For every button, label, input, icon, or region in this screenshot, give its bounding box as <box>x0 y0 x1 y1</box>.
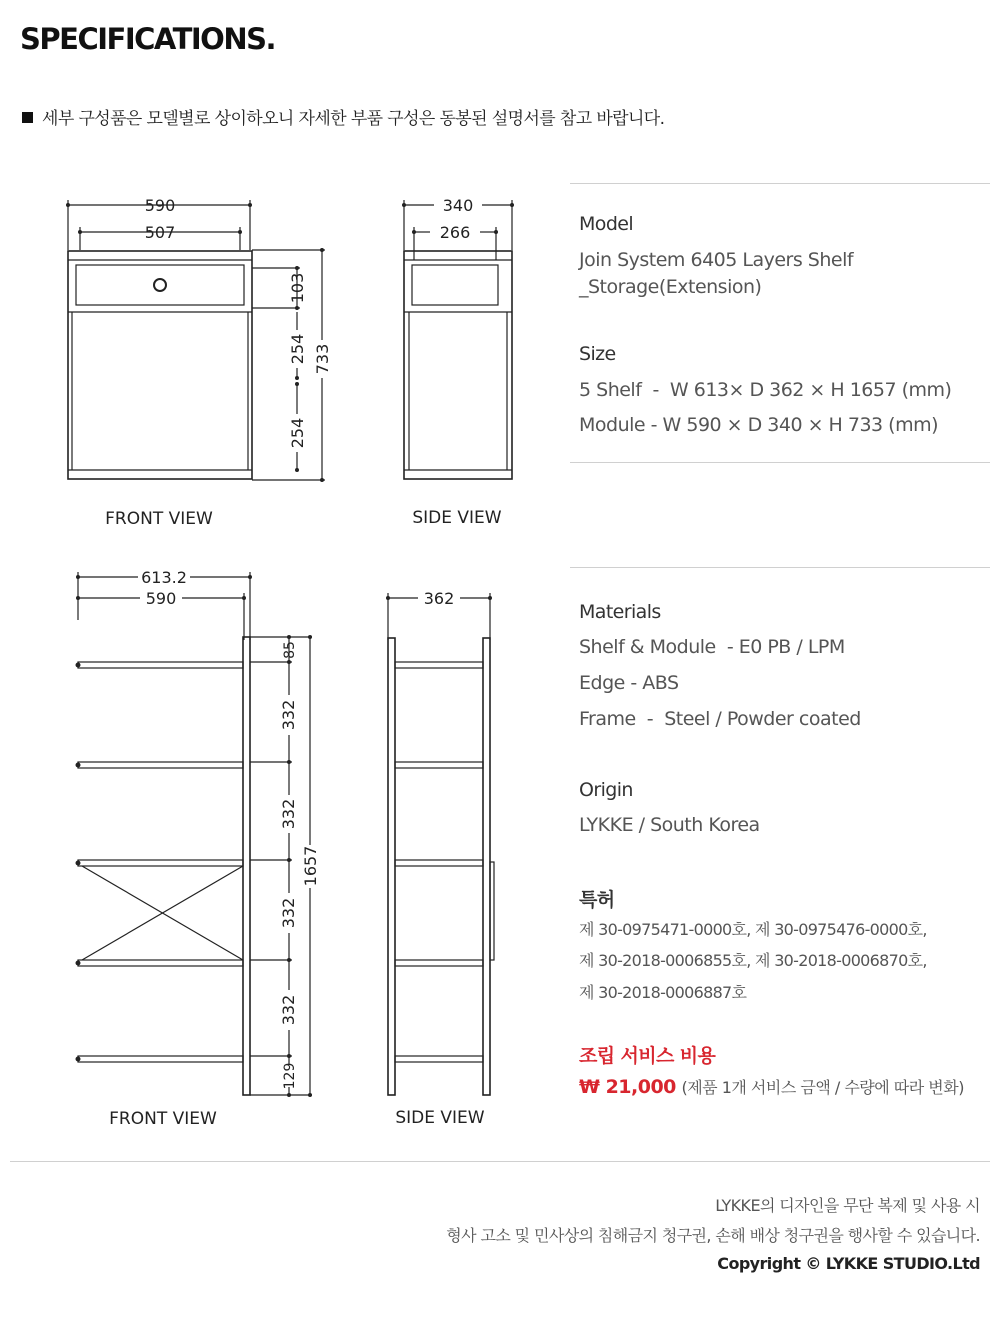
notice-label: 세부 구성품은 모델별로 상이하오니 자세한 부품 구성은 동봉된 설명서를 참고 바랍니다. <box>42 109 665 129</box>
dim-gap-3: 332 <box>279 897 298 929</box>
dim-shelf-width: 613.2 <box>141 568 187 587</box>
size-heading: Size <box>579 343 616 365</box>
service-price: ₩ 21,000 <box>579 1076 676 1098</box>
footer-divider <box>10 1161 990 1162</box>
dim-drawer-height: 103 <box>288 272 307 304</box>
size-line-2: Module - W 590 × D 340 × H 733 (mm) <box>579 414 939 436</box>
dim-shelf-depth: 362 <box>423 589 455 608</box>
materials-heading: Materials <box>579 601 661 623</box>
origin-line-1: LYKKE / South Korea <box>579 814 760 836</box>
dim-gap-4: 332 <box>279 994 298 1026</box>
footer-line-2: 형사 고소 및 민사상의 침해금지 청구권, 손해 배상 청구권을 행사할 수 있습니다. <box>446 1226 980 1245</box>
patent-line-3: 제 30-2018-0006887호 <box>579 983 747 1002</box>
materials-line-1: Shelf & Module - E0 PB / LPM <box>579 636 845 658</box>
technical-drawings <box>0 0 560 1150</box>
patent-heading: 특허 <box>579 889 615 911</box>
materials-line-2: Edge - ABS <box>579 672 679 694</box>
service-price-note: (제품 1개 서비스 금액 / 수량에 따라 변화) <box>681 1078 964 1097</box>
copyright: Copyright © LYKKE STUDIO.Ltd <box>717 1254 980 1273</box>
origin-heading: Origin <box>579 779 633 801</box>
footer-line-1: LYKKE의 디자인을 무단 복제 및 사용 시 <box>715 1196 980 1215</box>
front-view-label: FRONT VIEW <box>105 509 213 529</box>
front-view-label: FRONT VIEW <box>109 1109 217 1129</box>
divider <box>570 567 990 568</box>
service-heading: 조립 서비스 비용 <box>579 1045 716 1067</box>
side-view-label: SIDE VIEW <box>395 1108 485 1128</box>
side-view-label: SIDE VIEW <box>412 508 502 528</box>
dim-bottom-gap: 129 <box>282 1062 298 1090</box>
dim-module-inner-depth: 266 <box>439 223 471 242</box>
patent-line-1: 제 30-0975471-0000호, 제 30-0975476-0000호, <box>579 920 927 939</box>
divider <box>570 462 990 463</box>
shelf-front-drawing <box>78 572 312 1095</box>
dim-module-depth: 340 <box>442 196 474 215</box>
dim-shelf-height: 1657 <box>301 845 320 887</box>
dim-section-1: 254 <box>288 333 307 365</box>
service-price-row <box>579 1075 964 1098</box>
dim-shelf-inner-width: 590 <box>145 589 177 608</box>
dim-gap-2: 332 <box>279 798 298 830</box>
dim-gap-1: 332 <box>279 699 298 731</box>
dim-module-inner-width: 507 <box>144 223 176 242</box>
page-title: SPECIFICATIONS. <box>20 22 275 56</box>
shelf-side-drawing <box>388 593 494 1095</box>
dim-top-gap: 85 <box>282 641 298 659</box>
patent-line-2: 제 30-2018-0006855호, 제 30-2018-0006870호, <box>579 951 927 970</box>
dim-module-width: 590 <box>144 196 176 215</box>
dim-section-2: 254 <box>288 417 307 449</box>
model-line-1: Join System 6405 Layers Shelf <box>579 249 854 271</box>
divider <box>570 183 990 184</box>
dim-module-height: 733 <box>313 343 332 375</box>
materials-line-3: Frame - Steel / Powder coated <box>579 708 861 730</box>
model-line-2: _Storage(Extension) <box>579 276 762 298</box>
model-heading: Model <box>579 213 634 235</box>
size-line-1: 5 Shelf - W 613× D 362 × H 1657 (mm) <box>579 379 952 401</box>
module-front-drawing <box>68 200 325 480</box>
